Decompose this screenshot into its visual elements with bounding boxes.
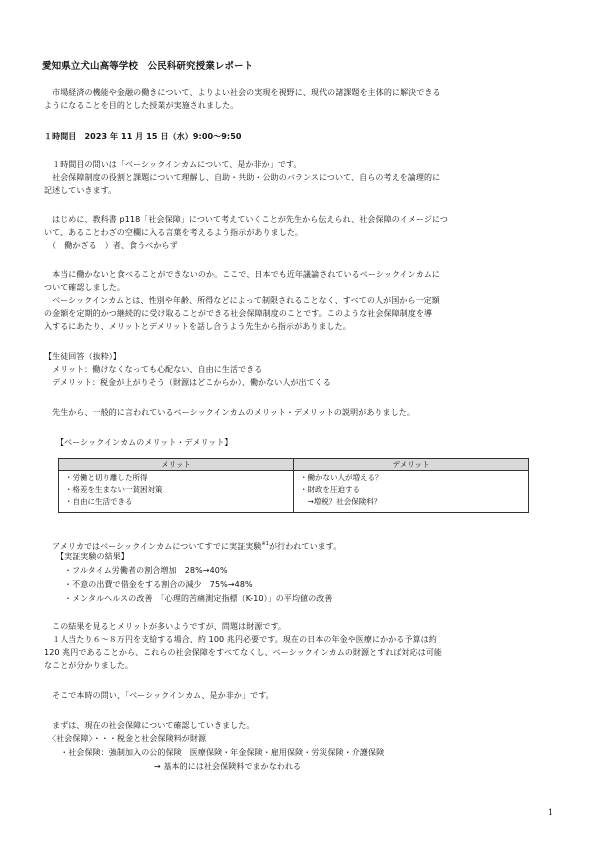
paragraph-3-line-5: 入するにあたり、メリットとデメリットを話し合うよう先生から指示がありました。 <box>44 322 351 331</box>
experiment-heading: 【実証実験の結果】 <box>56 552 129 561</box>
demerit-item: ・働かない人が増える？ <box>300 473 383 482</box>
paragraph-3-line-2: ついて確認しました。 <box>44 283 125 292</box>
paragraph-1-line-3: 記述していきます。 <box>44 186 117 195</box>
demerit-header: デメリット <box>294 459 529 471</box>
paragraph-4: 先生から、一般的に言われているベーシックインカムのメリット・デメリットの説明がありました。 <box>44 408 415 417</box>
merit-item: ・自由に生活できる <box>65 497 133 506</box>
answer-demerit: デメリット：税金が上がりそう（財源はどこからか）、働かない人が出てくる <box>44 378 331 387</box>
paragraph-8-line-2: 〈社会保障〉・・・税金と社会保険料が財源 <box>44 734 207 743</box>
paragraph-2-line-1: はじめに、教科書 p118「社会保障」について考えていくことが先生から伝えられ、社会保障のイメージにつ <box>44 215 449 224</box>
paragraph-2-line-2: いて、あることわざの空欄に入る言葉を考えるよう指示がありました。 <box>44 228 304 237</box>
page-number: 1 <box>548 808 554 817</box>
demerit-item: →増税？社会保険料？ <box>300 497 382 506</box>
merit-header: メリット <box>59 459 294 471</box>
session-heading: １時間目 2023 年 11 月 15 日（水）9:00～9:50 <box>44 132 242 141</box>
paragraph-1-line-1: １時間目の問いは「ベーシックインカムについて、是か非か」です。 <box>44 160 302 169</box>
paragraph-6-line-4: なことが分かりました。 <box>44 661 134 670</box>
answers-heading: 【生徒回答（抜粋）】 <box>44 352 121 361</box>
paragraph-3-line-4: の金額を定期的かつ継続的に受け取ることができる社会保障制度のことです。このような社会保障制度を導 <box>44 309 433 318</box>
paragraph-8-line-1: まずは、現在の社会保障について確認していきました。 <box>44 721 255 730</box>
merit-item: ・格差を生まない一貧困対策 <box>65 485 163 494</box>
paragraph-8-line-4: → 基本的には社会保険料でまかなわれる <box>154 762 302 771</box>
footnote-marker: ※1 <box>261 541 270 547</box>
paragraph-8-line-3: ・社会保険：強制加入の公的保険 医療保険・年金保険・雇用保険・労災保険・介護保険 <box>44 748 385 757</box>
experiment-result-2: ・不意の出費で借金をする割合の減少 75%→48% <box>64 580 253 589</box>
experiment-result-1: ・フルタイム労働者の割合増加 28%→40% <box>64 566 228 575</box>
paragraph-5-text-end: が行われています。 <box>269 542 342 551</box>
report-title: 愛知県立犬山高等学校 公民科研究授業レポート <box>42 61 254 72</box>
paragraph-7: そこで本時の問い、「ベーシックインカム、是か非か」です。 <box>44 691 274 700</box>
proverb-line: （ 働かざる ）者、食うべからず <box>44 241 178 250</box>
paragraph-5-text: アメリカではベーシックインカムについてすでに実証実験 <box>44 542 262 551</box>
intro-line-2: ようになることを目的とした授業が実施されました。 <box>44 101 239 110</box>
merit-item: ・労働と切り離した所得 <box>65 473 148 482</box>
paragraph-5 <box>44 539 341 552</box>
intro-line-1: 市場経済の機能や金融の働きについて、よりよい社会の実現を視野に、現代の諸課題を主体的に解決できる <box>44 88 441 97</box>
merit-cell <box>59 471 294 513</box>
paragraph-6-line-1: この結果を見るとメリットが多いようですが、問題は財源です。 <box>44 622 287 631</box>
demerit-cell <box>294 471 529 513</box>
paragraph-1-line-2: 社会保障制度の役割と課題について理解し、自助・共助・公助のバランスについて、自らの考えを論理的に <box>44 173 441 182</box>
table-heading: 【ベーシックインカムのメリット・デメリット】 <box>56 438 233 447</box>
paragraph-6-line-2: １人当たり６～８万円を支給する場合、約 100 兆円必要です。現在の日本の年金や医療にかかる予算は約 <box>44 635 437 644</box>
experiment-result-3: ・メンタルヘルスの改善 「心理的苦痛測定指標（K-10）」の平均値の改善 <box>64 594 333 603</box>
paragraph-3-line-1: 本当に働かないと食べることができないのか。ここで、日本でも近年議論されているベーシックインカムに <box>44 270 441 279</box>
merit-demerit-table <box>58 458 529 513</box>
demerit-item: ・財政を圧迫する <box>300 485 360 494</box>
answer-merit: メリット：働けなくなっても心配ない、自由に生活できる <box>44 365 263 374</box>
paragraph-3-line-3: ベーシックインカムとは、性別や年齢、所得などによって制限されることなく、すべての人が国から一定額 <box>44 296 440 305</box>
paragraph-6-line-3: 120 兆円であることから、これらの社会保障をすべてなくし、ベーシックインカムの財源とすれば対応は可能 <box>44 648 443 657</box>
